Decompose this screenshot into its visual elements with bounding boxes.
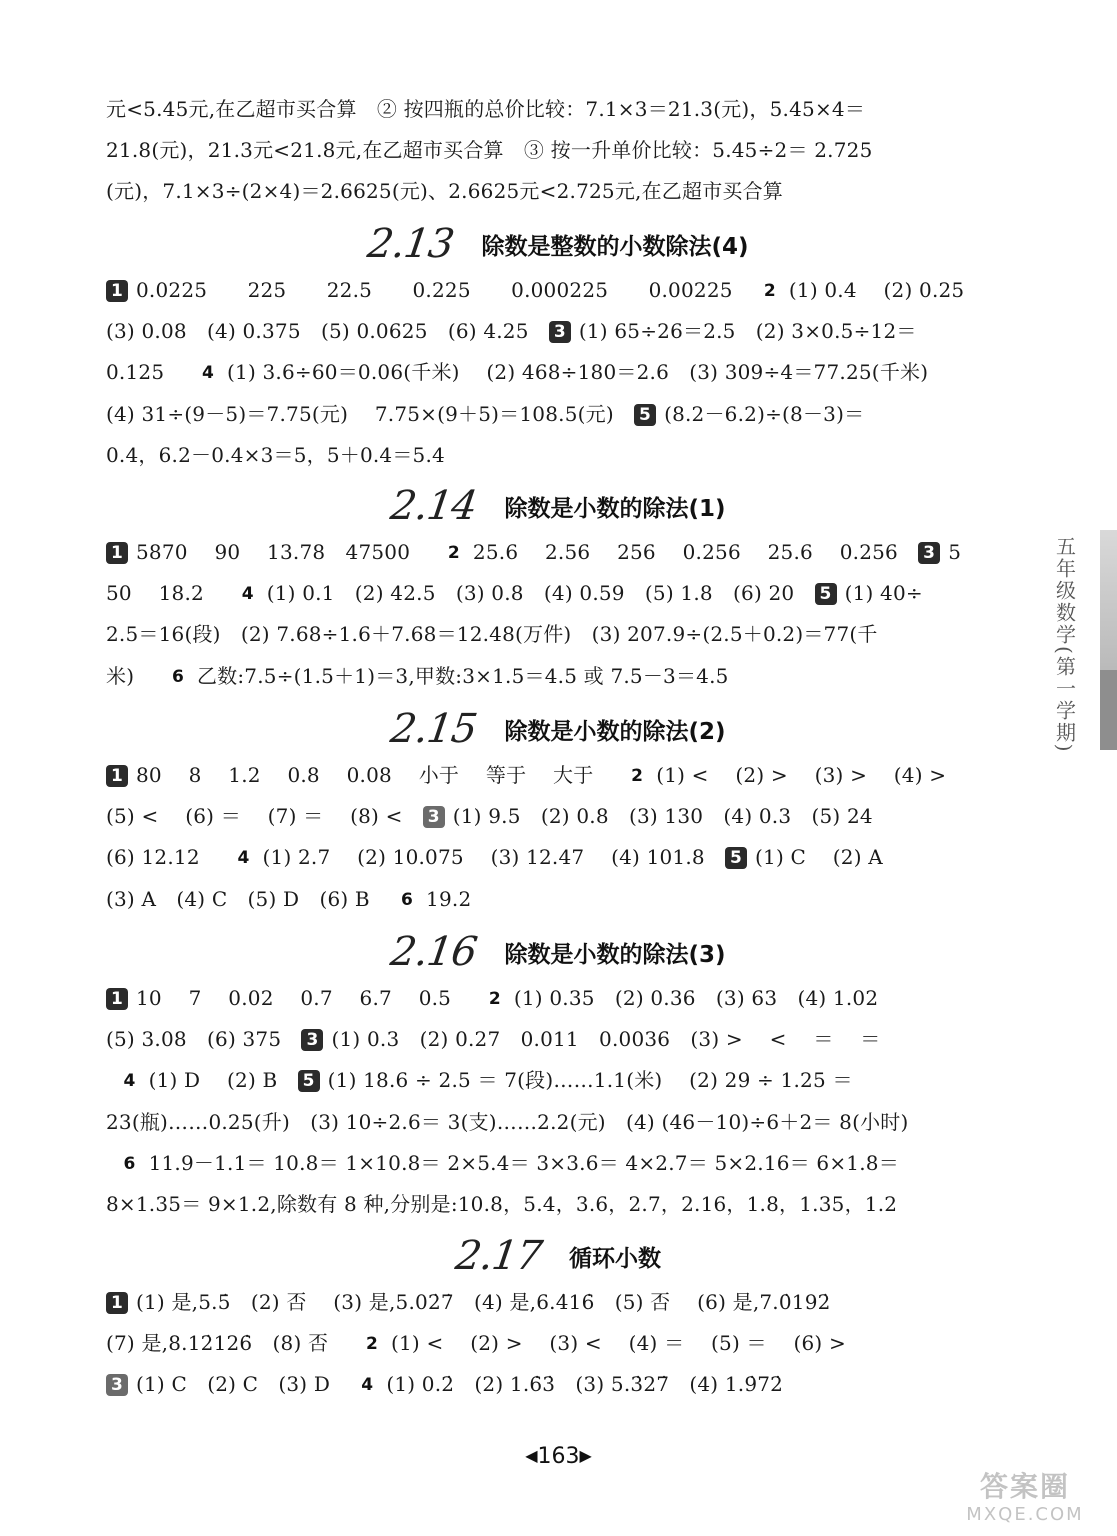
answer-line [106, 1329, 986, 1357]
question-number: 4 [237, 848, 250, 868]
section-heading [0, 1234, 1117, 1278]
answer-line [106, 1190, 986, 1218]
answer-line [106, 1066, 986, 1094]
section-title: 除数是小数的除法(3) [504, 941, 726, 968]
answer-line [106, 136, 986, 164]
answer-text: 5870 90 13.78 47500 [136, 540, 437, 564]
answer-line [106, 802, 986, 830]
question-number: 3 [549, 321, 571, 343]
question-number: 1 [106, 765, 128, 787]
answer-line [106, 441, 986, 469]
question-number: 2 [488, 989, 501, 1009]
question-number: 2 [365, 1334, 379, 1354]
answer-text: 11.9－1.1＝ 10.8＝ 1×10.8＝ 2×5.4＝ 3×3.6＝ 4×2.7＝ 5×2.16＝ 6×1.8＝ [148, 1151, 899, 1175]
section-heading [0, 484, 1117, 528]
answer-text: (1) 0.3 (2) 0.27 0.011 0.0036 (3) > < ＝ ＝ [331, 1027, 881, 1051]
question-number: 4 [123, 1071, 136, 1091]
question-number: 6 [401, 890, 414, 910]
answer-text: 23(瓶)……0.25(升) (3) 10÷2.6＝ 3(支)……2.2(元) (4) (46－10)÷6＋2＝ 8(小时) [106, 1110, 909, 1134]
answer-text: (1) 0.1 (2) 42.5 (3) 0.8 (4) 0.59 (5) 1.8 (6) 20 [266, 581, 815, 605]
question-number: 2 [631, 766, 644, 786]
answer-text: (1) 3.6÷60＝0.06(千米) (2) 468÷180＝2.6 (3) 309÷4＝77.25(千米) [227, 360, 929, 384]
answer-text: 50 18.2 [106, 581, 231, 605]
answer-text: 米) [106, 664, 161, 688]
question-number: 3 [423, 806, 445, 828]
answer-text: (8.2－6.2)÷(8－3)＝ [664, 402, 865, 426]
answer-text: (1) 9.5 (2) 0.8 (3) 130 (4) 0.3 (5) 24 [452, 804, 873, 828]
answer-text: 5 [948, 540, 962, 564]
answer-line [106, 579, 986, 607]
watermark-logo-text: 答案圈 [979, 1470, 1070, 1503]
section-number: 2.16 [388, 929, 480, 975]
answer-text: 元<5.45元,在乙超市买合算 ② 按四瓶的总价比较：7.1×3＝21.3(元)，5.45×4＝ [106, 97, 866, 121]
question-number: 4 [241, 584, 254, 604]
answer-text: (1) 0.2̇ (2) 1.6̇3̇ (3) 5.3̇27̇ (4) 1.9̇72̇ [386, 1372, 784, 1396]
question-number: 1 [106, 542, 128, 564]
answer-line [106, 984, 986, 1012]
answer-line [106, 317, 986, 345]
question-number: 3 [918, 542, 940, 564]
answer-text: (1) < (2) > (3) < (4) ＝ (5) ＝ (6) > [391, 1331, 846, 1355]
answer-line [106, 1288, 986, 1316]
right-triangle-icon: ▶ [579, 1446, 592, 1465]
question-number: 6 [123, 1154, 136, 1174]
answer-text: (元)，7.1×3÷(2×4)＝2.6625(元)、2.6625元<2.725元,在乙超市买合算 [106, 179, 784, 203]
question-number: 1 [106, 1292, 128, 1314]
section-title: 除数是小数的除法(1) [504, 495, 726, 522]
answer-text: (3) 0.08 (4) 0.375 (5) 0.0625 (6) 4.25 [106, 319, 549, 343]
answer-text: (7) 是,8.12̇126̇ (8) 否 [106, 1331, 355, 1355]
answer-text: 乙数:7.5÷(1.5＋1)＝3,甲数:3×1.5＝4.5 或 7.5－3＝4.5 [196, 664, 729, 688]
answer-line [106, 1149, 986, 1177]
answer-text: (3) A (4) C (5) D (6) B [106, 887, 391, 911]
answer-line [106, 662, 986, 690]
answer-text: (1) 2.7 (2) 10.075 (3) 12.47 (4) 101.8 [262, 845, 726, 869]
answer-line [106, 95, 986, 123]
answer-text: 0.125 [106, 360, 192, 384]
question-number: 5 [634, 404, 656, 426]
answer-line [106, 1025, 986, 1053]
answer-line [106, 538, 986, 566]
answer-text: (1) 18.6 ÷ 2.5 ＝ 7(段)……1.1(米) (2) 29 ÷ 1.25 ＝ [327, 1068, 853, 1092]
answer-text: (6) 12.12 [106, 845, 227, 869]
answer-text: (1) 是,5.5̇ (2) 否 (3) 是,5.02̇7̇ (4) 是,6.4̇16̇ (5) 否 (6) 是,7.0̇192̇ [136, 1290, 831, 1314]
answer-text: (5) < (6) ＝ (7) ＝ (8) < [106, 804, 423, 828]
answer-text: (1) < (2) > (3) > (4) > [656, 763, 947, 787]
answer-line [106, 177, 986, 205]
answer-text: (1) D (2) B [148, 1068, 298, 1092]
answer-text: (1) C (2) C (3) D [136, 1372, 351, 1396]
watermark-url: MXQE.COM [966, 1504, 1084, 1525]
question-number: 3 [106, 1374, 128, 1396]
question-number: 1 [106, 988, 128, 1010]
section-title: 循环小数 [569, 1245, 662, 1272]
answer-text: 19.2 [426, 887, 472, 911]
left-triangle-icon: ◀ [525, 1446, 538, 1465]
section-title: 除数是小数的除法(2) [504, 718, 726, 745]
side-tab [1030, 530, 1100, 760]
question-number: 5 [298, 1070, 320, 1092]
question-number: 4 [361, 1375, 374, 1395]
answer-line [106, 885, 986, 913]
answer-text: (4) 31÷(9－5)＝7.75(元) 7.75×(9＋5)＝108.5(元) [106, 402, 635, 426]
section-number: 2.13 [365, 221, 457, 267]
answer-line [106, 400, 986, 428]
question-number: 5 [725, 847, 747, 869]
side-edge-bar-dark [1100, 670, 1117, 750]
question-number: 4 [202, 363, 215, 383]
section-heading [0, 707, 1117, 751]
page-number-value: 163 [537, 1444, 580, 1469]
question-number: 6 [171, 667, 184, 687]
answer-text: 25.6 2.56 256 0.256 25.6 0.256 [472, 540, 919, 564]
answer-text: (1) C (2) A [755, 845, 883, 869]
question-number: 3 [301, 1029, 323, 1051]
answer-line [106, 620, 986, 648]
answer-text: (1) 40÷ [844, 581, 923, 605]
question-number: 5 [815, 583, 837, 605]
answer-text: 0.0225 225 22.5 0.225 0.000225 0.00225 [136, 278, 753, 302]
answer-line [106, 761, 986, 789]
watermark [940, 1470, 1110, 1530]
answer-text: (1) 65÷26＝2.5 (2) 3×0.5÷12＝ [578, 319, 917, 343]
answer-text: (1) 0.35 (2) 0.36 (3) 63 (4) 1.02 [513, 986, 879, 1010]
answer-text: 0.4，6.2－0.4×3＝5，5＋0.4＝5.4 [106, 443, 445, 467]
section-title: 除数是整数的小数除法(4) [481, 233, 749, 260]
answer-text: 10 7 0.02 0.7 6.7 0.5 [136, 986, 478, 1010]
question-number: 2 [763, 281, 776, 301]
answer-text [106, 1151, 113, 1175]
section-number: 2.15 [388, 706, 480, 752]
answer-text: (5) 3.08 (6) 375 [106, 1027, 302, 1051]
side-tab-text: 五年级数学(第一学期) [1052, 536, 1077, 754]
answer-text: 8×1.35＝ 9×1.2,除数有 8 种,分别是:10.8，5.4，3.6，2.7，2.16，1.8，1.35，1.2 [106, 1192, 898, 1216]
answer-line [106, 843, 986, 871]
answer-text: 21.8(元)，21.3元<21.8元,在乙超市买合算 ③ 按一升单价比较：5.45÷2＝ 2.725 [106, 138, 873, 162]
answer-line [106, 276, 986, 304]
section-number: 2.14 [388, 483, 480, 529]
answer-text: 2.5＝16(段) (2) 7.68÷1.6＋7.68＝12.48(万件) (3) 207.9÷(2.5＋0.2)＝77(千 [106, 622, 878, 646]
answer-line [106, 1108, 986, 1136]
question-number: 2 [447, 543, 460, 563]
page-number [0, 1444, 1117, 1469]
section-heading [0, 222, 1117, 266]
question-number: 1 [106, 280, 128, 302]
section-number: 2.17 [452, 1233, 545, 1279]
answer-text: 80 8 1.2 0.8 0.08 小于 等于 大于 [136, 763, 621, 787]
answer-text: (1) 0.4 (2) 0.25 [788, 278, 965, 302]
answer-line [106, 1370, 986, 1398]
section-heading [0, 930, 1117, 974]
answer-text [106, 1068, 113, 1092]
answer-line [106, 358, 986, 386]
